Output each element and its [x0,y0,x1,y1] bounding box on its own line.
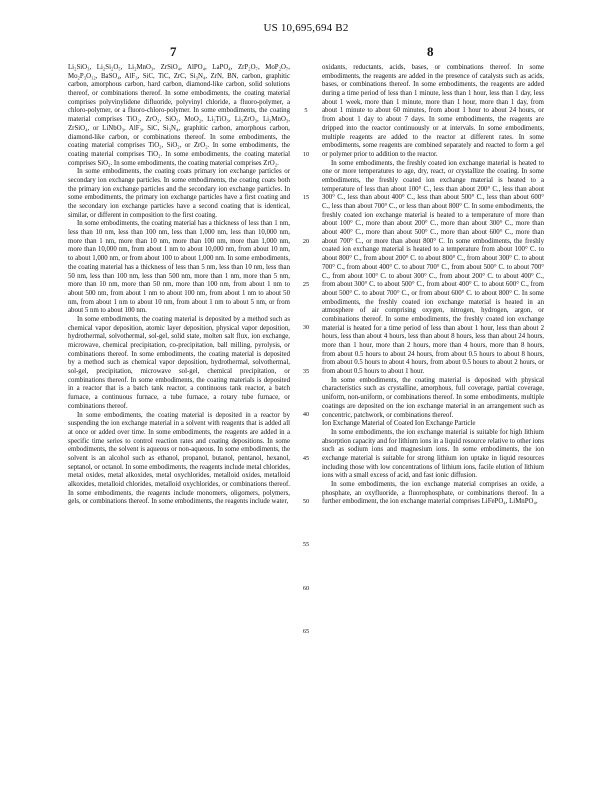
right-paragraph: In some embodiments, the ion exchange material comprises an oxide, a phosphate, an oxyfluoride, a fluorophosphate, or combinations thereof. In a further embodiment, the ion exchange material comprises LiFePO₄, LiMnPO₄, [322,481,544,506]
section-heading: Ion Exchange Material of Coated Ion Exchange Particle [322,420,476,428]
line-number: 30 [302,324,310,331]
left-paragraph: In some embodiments, the coating material is deposited in a reactor by suspending the ion exchange material in a solvent with reagents that is added all at once or added over time. In some embodiments, the reagents are added in a specific time series to control reaction rates and coating depositions. In some embodiments, the solvent is aqueous or non-aqueous. In some embodiments, the solvent is an alcohol such as ethanol, propanol, butanol, pentanol, hexanol, septanol, or octanol. In some embodiments, the reagents include metal chlorides, metal oxides, metal alkoxides, metal oxychlorides, metalloid oxides, metalloid alkoxides, metalloid chlorides, metalloid oxychlorides, or combinations thereof. In some embodiments, the reagents include monomers, oligomers, polymers, gels, or combinations thereof. In some embodiments, the reagents include water, [68,411,290,506]
line-number: 45 [302,455,310,462]
line-number: 60 [302,585,310,592]
right-paragraph: In some embodiments, the freshly coated ion exchange material is heated to one or more temperatures to age, dry, react, or crystallize the coating. In some embodiments, the freshly coated ion exchange material is heated to a temperature of less than about 100° C., less than about 200° C., less than about 300° C., less than about 400° C., less than about 500° C., less than about 600° C., less than about 700° C., or less than about 800° C. In some embodiments, the freshly coated ion exchange material is heated to a temperature of more than about 100° C., more than about 200° C., more than about 300° C., more than about 400° C., more than about 500° C., more than about 600° C., more than about 700° C., or more than about 800° C. In some embodiments, the freshly coated ion exchange material is heated to a temperature from about 100° C. to about 800° C., from about 200° C. to about 800° C., from about 300° C. to about 700° C., from about 400° C. to about 700° C., from about 500° C. to about 700° C., from about 100° C. to about 300° C., from about 200° C. to about 400° C., from about 300° C. to about 500° C., from about 400° C. to about 600° C., from about 500° C. to about 700° C., or from about 600° C. to about 800° C. In some embodiments, the freshly coated ion exchange material is heated in an atmosphere of air comprising oxygen, nitrogen, hydrogen, argon, or combinations thereof. In some embodiments, the freshly coated ion exchange material is heated for a time period of less than about 1 hour, less than about 2 hours, less than about 4 hours, less than about 8 hours, less than about 24 hours, more than 1 hour, more than 2 hours, more than 4 hours, more than 8 hours, from about 0.5 hours to about 24 hours, from about 0.5 hours to about 8 hours, from about 0.5 hours to about 4 hours, from about 0.5 hours to about 2 hours, or from about 0.5 hours to about 1 hour. [322,159,544,376]
line-number: 15 [302,194,310,201]
left-paragraph: Li₂SiO₃, Li₂Si₂O₅, Li₂MnO₃, ZrSiO₄, AlPO₄, LaPO₄, ZrP₂O₇, MoP₂O₇, Mo₂P₃O₁₂, BaSO₄, AlF₃, SiC, TiC, ZrC, Si₃N₄, ZrN, BN, carbon, graphitic carbon, amorphous carbon, hard carbon, diamond-like carbon, solid solutions thereof, or combinations thereof. In some embodiments, the coating material comprises polyvinylidene difluoride, polyvinyl chloride, a fluoro-polymer, a chloro-polymer, or a fluoro-chloro-polymer. In some embodiments, the coating material comprises TiO₂, ZrO₂, SiO₂, MoO₂, Li₂TiO₃, Li₂ZrO₃, Li₂MnO₃, ZrSiO₄, or LiNbO₃, AlF₃, SiC, Si₃N₄, graphitic carbon, amorphous carbon, diamond-like carbon, or combinations thereof. In some embodiments, the coating material comprises TiO₂, SiO₂, or ZrO₂. In some embodiments, the coating material comprises TiO₂. In some embodiments, the coating material comprises SiO₂. In some embodiments, the coating material comprises ZrO₂. [68,64,290,167]
left-paragraph: In some embodiments, the coating material is deposited by a method such as chemical vapor deposition, atomic layer deposition, physical vapor deposition, hydrothermal, solvothermal, sol-gel, solid state, molten salt flux, ion exchange, microwave, chemical precipitation, co-precipitation, ball milling, pyrolysis, or combinations thereof. In some embodiments, the coating material is deposited by a method such as chemical vapor deposition, hydrothermal, solvothermal, sol-gel, precipitation, microwave sol-gel, chemical precipitation, or combinations thereof. In some embodiments, the coating materials is deposited in a reactor that is a batch tank reactor, a continuous tank reactor, a batch furnace, a continuous furnace, a tube furnace, a rotary tube furnace, or combinations thereof. [68,315,290,410]
line-number: 25 [302,281,310,288]
line-number: 35 [302,368,310,375]
line-number: 20 [302,238,310,245]
right-column-text [322,64,544,507]
line-number: 10 [302,151,310,158]
right-paragraph: In some embodiments, the ion exchange material is suitable for high lithium absorption capacity and for lithium ions in a liquid resource relative to other ions such as sodium ions and magnesium ions. In some embodiments, the ion exchange material is suitable for strong lithium ion uptake in liquid resources including those with low concentrations of lithium ions, facile elution of lithium ions with a small excess of acid, and fast ionic diffusion. [322,428,544,480]
line-number: 55 [302,541,310,548]
left-column-text [68,64,290,507]
left-paragraph: In some embodiments, the coating coats primary ion exchange particles or secondary ion exchange particles. In some embodiments, the coating coats both the primary ion exchange particles and the secondary ion exchange particles. In some embodiments, the primary ion exchange particles have a first coating and the secondary ion exchange particles have a second coating that is identical, similar, or different in composition to the first coating. [68,168,290,219]
right-paragraph: oxidants, reductants, acids, bases, or combinations thereof. In some embodiments, the reagents are added in the presence of catalysts such as acids, bases, or combinations thereof. In some embodiments, the reagents are added during a time period of less than 1 minute, less than 1 hour, less than 1 day, less about 1 week, more than 1 minute, more than 1 hour, more than 1 day, from about 1 minute to about 60 minutes, from about 1 hour to about 24 hours, or from about 1 day to about 7 days. In some embodiments, the reagents are dripped into the reactor continuously or at intervals. In some embodiments, multiple reagents are added to the reactor at different rates. In some embodiments, some reagents are combined separately and reacted to form a gel or polymer prior to addition to the reactor. [322,64,544,158]
line-number: 50 [302,498,310,505]
left-paragraph: In some embodiments, the coating material has a thickness of less than 1 nm, less than 10 nm, less than 100 nm, less than 1,000 nm, less than 10,000 nm, more than 1 nm, more than 10 nm, more than 100 nm, more than 1,000 nm, more than 10,000 nm, from about 1 nm to about 10,000 nm, from about 10 nm, to about 1,000 nm, or from about 100 to about 1,000 nm. In some embodiments, the coating material has a thickness of less than 5 nm, less than 10 nm, less than 50 nm, less than 100 nm, less than 500 nm, more than 1 nm, more than 5 nm, more than 10 nm, more than 50 nm, more than 100 nm, from about 1 nm to about 500 nm, from about 1 nm to about 100 nm, from about 1 nm to about 50 nm, from about 1 nm to about 10 nm, from about 1 nm to about 5 nm, or from about 5 nm to about 100 nm. [68,220,290,315]
right-column-number: 8 [427,44,434,59]
left-column-number: 7 [170,44,177,59]
patent-number-header: US 10,695,694 B2 [263,22,349,34]
line-number: 40 [302,411,310,418]
line-number: 65 [302,628,310,635]
line-number: 5 [304,107,308,114]
right-paragraph: In some embodiments, the coating material is deposited with physical characteristics such as crystalline, amorphous, full coverage, partial coverage, uniform, non-uniform, or combinations thereof. In some embodiments, multiple coatings are deposited on the ion exchange material in an arrangement such as concentric, patchwork, or combinations thereof. [322,376,544,419]
